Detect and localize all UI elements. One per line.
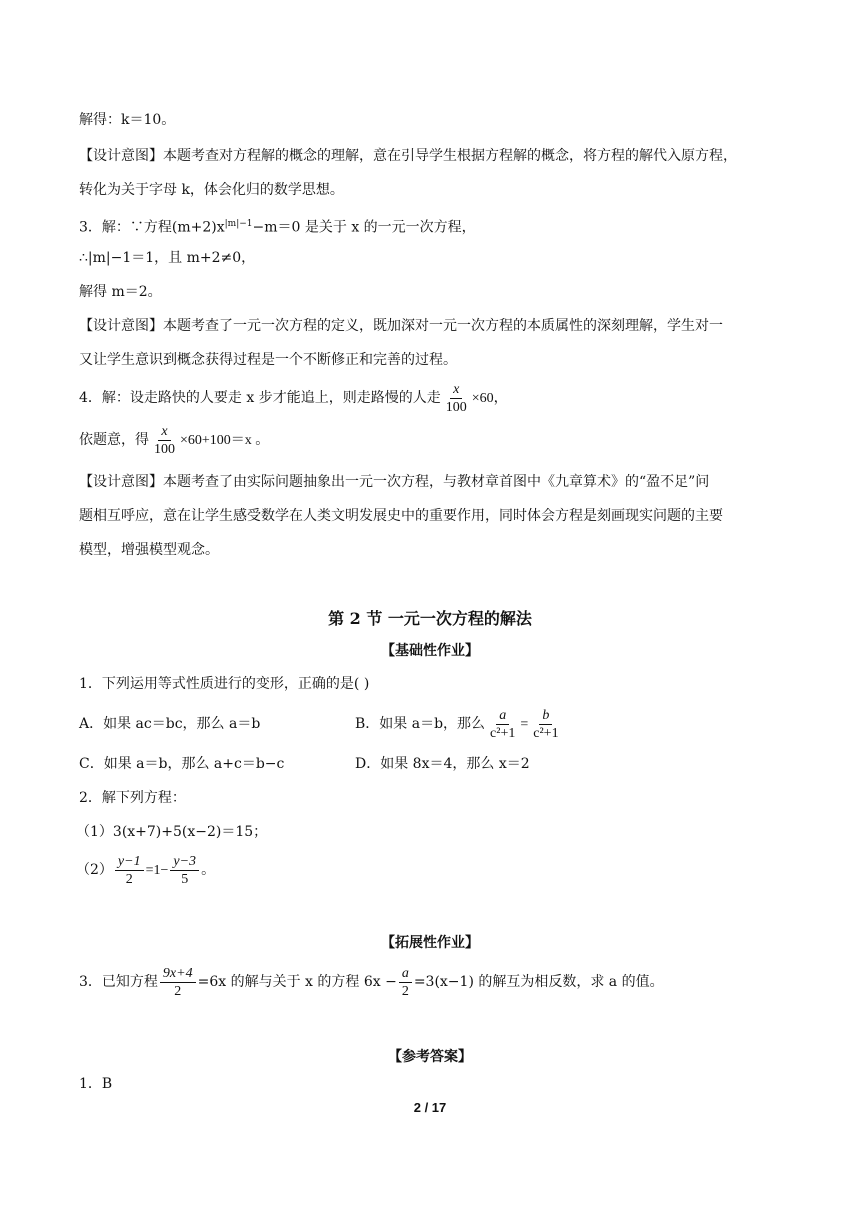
design-intent-paragraph-3-cont: 题相互呼应，意在让学生感受数学在人类文明发展史中的重要作用，同时体会方程是刻画现实问题的主要 <box>79 508 723 524</box>
reference-answers-heading: 【参考答案】 <box>388 1049 472 1065</box>
page-number: 2 / 17 <box>413 1100 447 1115</box>
answer-3-text-a: 3．解：∵方程(m+2)x <box>79 219 225 236</box>
fraction <box>443 381 470 416</box>
fraction <box>399 965 412 1000</box>
fraction <box>487 707 518 742</box>
design-intent-paragraph: 【设计意图】本题考查对方程解的概念的理解，意在引导学生根据方程解的概念，将方程的解代入原方程， <box>79 148 737 164</box>
fraction <box>160 965 196 1000</box>
design-intent-paragraph-2-cont: 又让学生意识到概念获得过程是一个不断修正和完善的过程。 <box>79 352 457 368</box>
fraction-numerator: y−3 <box>170 853 199 871</box>
answer-4-equation <box>79 420 269 461</box>
design-intent-paragraph-2: 【设计意图】本题考查了一元一次方程的定义，既加深对一元一次方程的本质属性的深刻理解，学生对一 <box>79 318 723 334</box>
answer-3-step: ∴|m|−1＝1，且 m+2≠0， <box>79 250 256 266</box>
fraction <box>170 853 199 888</box>
equation-end: 。 <box>201 862 216 878</box>
fraction-denominator: c²+1 <box>533 725 559 741</box>
fraction <box>151 423 178 458</box>
fraction-denominator: 2 <box>401 983 409 999</box>
extended-homework-heading: 【拓展性作业】 <box>381 935 479 951</box>
section-title: 第 2 节 一元一次方程的解法 <box>328 609 532 628</box>
option-c: C．如果 a＝b，那么 a+c＝b−c <box>79 756 285 772</box>
design-intent-paragraph-3-end: 模型，增强模型观念。 <box>79 542 219 558</box>
question-3 <box>79 962 664 1002</box>
fraction-denominator: 100 <box>445 399 467 415</box>
answer-3-result: 解得 m＝2。 <box>79 284 162 300</box>
equals-sign: = <box>520 717 529 732</box>
answer-4-eq-text-b: ×60+100＝x 。 <box>180 433 270 448</box>
question-2-part-2-label: （2） <box>76 862 113 878</box>
fraction-numerator: x <box>450 381 462 399</box>
question-2-part-1: （1）3(x+7)+5(x−2)＝15； <box>76 824 268 840</box>
fraction-numerator: b <box>539 707 552 725</box>
basic-homework-heading: 【基础性作业】 <box>381 643 479 659</box>
answer-4-text-b: ×60， <box>471 391 508 406</box>
answer-4-line <box>79 378 508 419</box>
fraction-numerator: x <box>158 423 170 441</box>
design-intent-paragraph-3: 【设计意图】本题考查了由实际问题抽象出一元一次方程，与教材章首图中《九章算术》的“盈不足”问 <box>79 474 710 490</box>
question-3-text-mid: =6x 的解与关于 x 的方程 6x − <box>197 974 397 990</box>
design-intent-paragraph-cont: 转化为关于字母 k，体会化归的数学思想。 <box>79 182 344 198</box>
option-a: A．如果 ac＝bc，那么 a＝b <box>79 716 261 732</box>
answer-4-text-a: 4．解：设走路快的人要走 x 步才能追上，则走路慢的人走 <box>79 390 441 406</box>
fraction-denominator: 5 <box>181 871 189 887</box>
answer-1: 1．B <box>79 1076 113 1092</box>
fraction-denominator: 2 <box>125 871 133 887</box>
fraction <box>530 707 561 742</box>
question-3-text-b: =3(x−1) 的解互为相反数，求 a 的值。 <box>413 974 664 990</box>
fraction-denominator: 2 <box>174 983 182 999</box>
fraction <box>115 853 144 888</box>
equation-middle: =1− <box>145 863 169 878</box>
option-b <box>355 702 564 747</box>
question-2: 2．解下列方程： <box>79 790 186 806</box>
fraction-numerator: a <box>399 965 412 983</box>
exponent: |m|−1 <box>224 219 253 229</box>
answer-3-text-b: −m＝0 是关于 x 的一元一次方程， <box>252 219 476 236</box>
question-2-part-2 <box>76 850 215 891</box>
question-3-text-a: 3．已知方程 <box>79 974 158 990</box>
option-b-text: B．如果 a＝b，那么 <box>355 716 486 732</box>
answer-line: 解得：k＝10。 <box>79 112 176 128</box>
answer-4-eq-text-a: 依题意，得 <box>79 432 149 448</box>
fraction-numerator: 9x+4 <box>160 965 196 983</box>
option-d: D．如果 8x＝4，那么 x＝2 <box>355 756 530 772</box>
fraction-denominator: c²+1 <box>490 725 516 741</box>
fraction-numerator: a <box>496 707 509 725</box>
fraction-numerator: y−1 <box>115 853 144 871</box>
question-1: 1．下列运用等式性质进行的变形，正确的是( ) <box>79 676 370 692</box>
fraction-denominator: 100 <box>154 441 175 457</box>
answer-3-line <box>79 214 476 238</box>
